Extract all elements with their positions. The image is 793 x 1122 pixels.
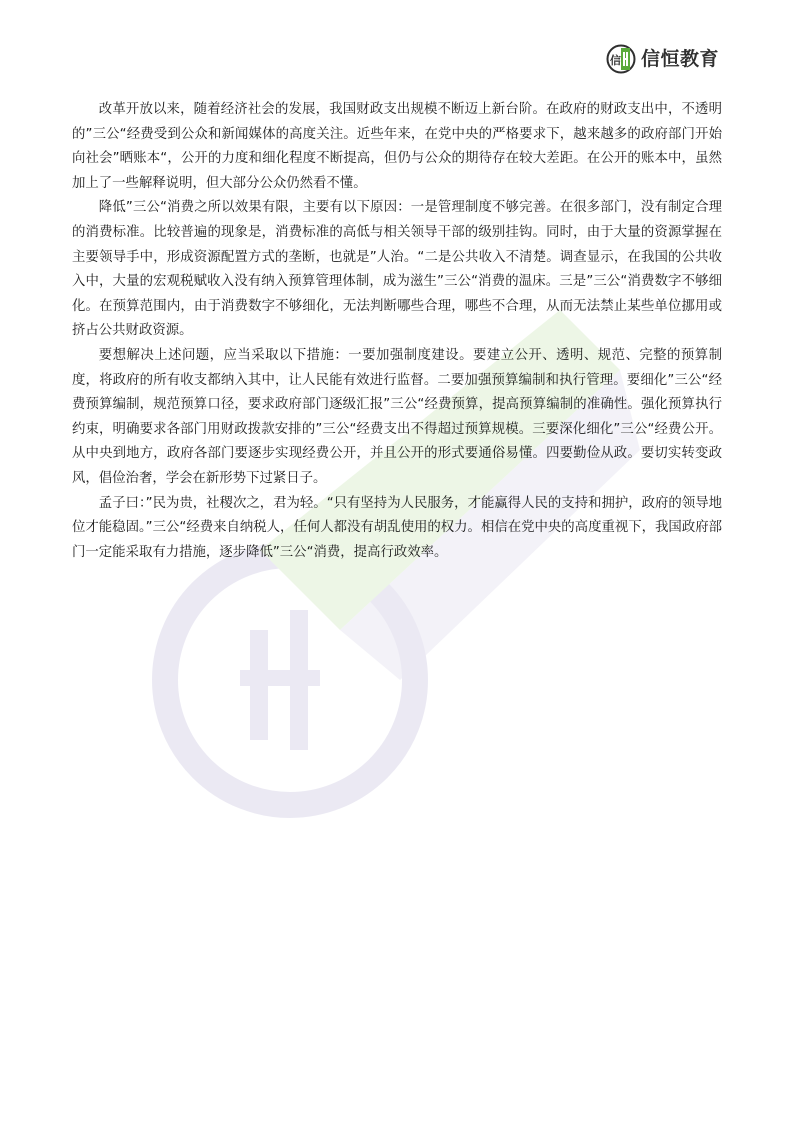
paragraph-1: 改革开放以来，随着经济社会的发展，我国财政支出规模不断迈上新台阶。在政府的财政支出中，不透明的”三公“经费受到公众和新闻媒体的高度关注。近些年来，在党中央的严格要求下，越来越多的政府部门开始向社会”晒账本“，公开的力度和细化程度不断提高，但仍与公众的期待存在较大差距。在公开的账本中，虽然加上了一些解释说明，但大部分公众仍然看不懂。: [72, 102, 722, 191]
header-logo: [606, 44, 719, 74]
article-body: [72, 98, 722, 565]
paragraph-4: 孟子曰：”民为贵，社稷次之，君为轻。“只有坚持为人民服务，才能赢得人民的支持和拥护，政府的领导地位才能稳固。”三公“经费来自纳税人，任何人都没有胡乱使用的权力。相信在党中央的高度重视下，我国政府部门一定能采取有力措施，逐步降低”三公“消费，提高行政效率。: [72, 495, 722, 560]
logo-mark-glyph: 信: [610, 54, 621, 67]
xinheng-logo-icon: [606, 44, 636, 74]
paragraph-2: 降低”三公“消费之所以效果有限，主要有以下原因：一是管理制度不够完善。在很多部门，没有制定合理的消费标准。比较普遍的现象是，消费标准的高低与相关领导干部的级别挂钩。同时，由于大量的资源掌握在主要领导手中，形成资源配置方式的垄断，也就是”人治。“二是公共收入不清楚。调查显示，在我国的公共收入中，大量的宏观税赋收入没有纳入预算管理体制，成为滋生”三公“消费的温床。三是”三公“消费数字不够细化。在预算范围内，由于消费数字不够细化，无法判断哪些合理，哪些不合理，从而无法禁止某些单位挪用或挤占公共财政资源。: [72, 200, 722, 339]
logo-text: 信恒教育: [641, 47, 720, 70]
paragraph-3: 要想解决上述问题，应当采取以下措施：一要加强制度建设。要建立公开、透明、规范、完整的预算制度，将政府的所有收支都纳入其中，让人民能有效进行监督。二要加强预算编制和执行管理。要细化”三公“经费预算编制，规范预算口径，要求政府部门逐级汇报”三公“经费预算，提高预算编制的准确性。强化预算执行约束，明确要求各部门用财政拨款安排的”三公“经费支出不得超过预算规模。三要深化细化”三公“经费公开。从中央到地方，政府各部门要逐步实现经费公开，并且公开的形式要通俗易懂。四要勤俭从政。要切实转变政风，倡俭治奢，学会在新形势下过紧日子。: [72, 347, 722, 486]
